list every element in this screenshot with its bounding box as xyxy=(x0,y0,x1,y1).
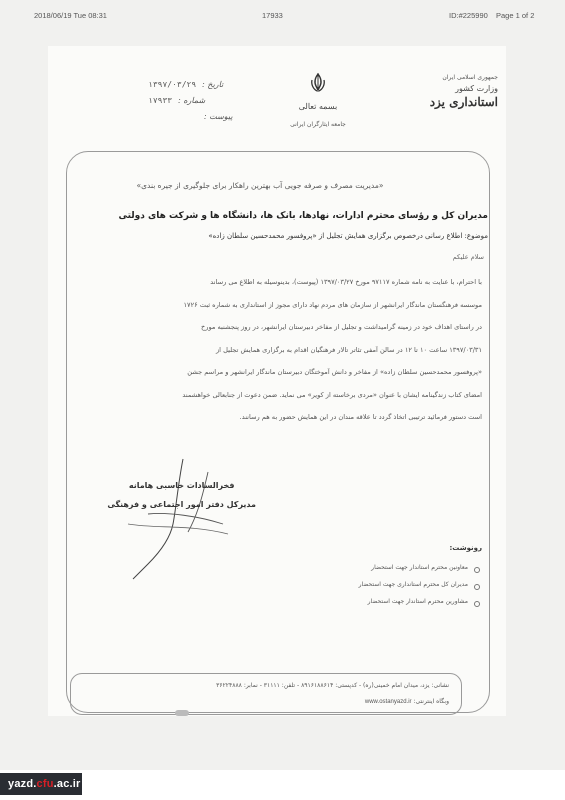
date-label: تاریخ : xyxy=(202,79,224,89)
handwritten-signature xyxy=(88,454,248,584)
body-line: موسسه فرهنگستان ماندگار ایرانشهر از سازمان های مردم نهاد دارای مجوز از استانداری به شماره ثبت ۱۷۲۶ xyxy=(183,300,482,309)
iran-emblem-icon xyxy=(308,72,328,94)
footer-website xyxy=(365,698,449,705)
fax-id: ID:#225990 xyxy=(449,11,488,20)
cc-block xyxy=(359,544,482,615)
fax-number: 17933 xyxy=(262,11,283,20)
fax-header xyxy=(0,0,565,22)
site-logo[interactable] xyxy=(0,773,82,795)
ministry-label: وزارت کشور xyxy=(455,84,498,93)
bottom-strip xyxy=(0,770,565,800)
website-label: وبگاه اینترنتی: xyxy=(413,698,449,705)
body-line: «پروفسور محمدحسین سلطان زاده» از مفاخر و دانش آموختگان دبیرستان ماندگار ایرانشهر و مراسم جشن xyxy=(187,368,482,376)
letter-page xyxy=(48,46,506,716)
letterhead-slogan: جامعه ایثارگران ایرانی xyxy=(290,121,346,128)
signatory-name: فخرالسادات خاسبی هامانه xyxy=(128,481,235,490)
letterhead-emblem-block xyxy=(278,72,358,128)
subject-line: موضوع: اطلاع رسانی درخصوص برگزاری همایش تجلیل از «پروفسور محمدحسین سلطان زاده» xyxy=(208,232,488,240)
letter-footer xyxy=(70,673,462,715)
footer-address: نشانی: یزد، میدان امام خمینی(ره) - کدپستی: ۸۹۱۶۱۸۸۶۱۴ - تلفن: ۳۱۱۱۱ - نمابر: ۳۶۲۲۴۸۸۸ xyxy=(216,682,449,689)
republic-label: جمهوری اسلامی ایران xyxy=(442,74,498,81)
cc-item: معاونین محترم استاندار جهت استحضار xyxy=(359,564,482,581)
addressees: مدیران کل و رؤسای محترم ادارات، نهادها، بانک ها، دانشگاه ها و شرکت های دولتی xyxy=(118,211,488,221)
stamp-mark xyxy=(175,710,189,716)
date-value: ۱۳۹۷/۰۳/۲۹ xyxy=(148,79,197,89)
cc-item: مدیران کل محترم استانداری جهت استحضار xyxy=(359,581,482,598)
motto-text: «مدیریت مصرف و صرفه جویی آب بهترین راهکار برای جلوگیری از جیره بندی» xyxy=(136,181,384,190)
body-line: با احترام، با عنایت به نامه شماره ۹۷۱۱۷ مورخ ۱۳۹۷/۰۳/۲۷ (پیوست)، بدینوسیله به اطلاع می رساند xyxy=(210,278,482,286)
body-line: امضای کتاب زندگینامه ایشان با عنوان «مردی برخاسته از کویر» می نماید. ضمن دعوت از جنابعالی خواهشمند xyxy=(182,390,482,399)
letter-body xyxy=(87,278,482,436)
letterhead xyxy=(78,66,498,146)
signatory-position: مدیرکل دفتر امور اجتماعی و فرهنگی xyxy=(107,500,256,509)
website-url: www.ostanyazd.ir xyxy=(364,699,412,705)
body-line: در راستای اهداف خود در زمینه گرامیداشت و تجلیل از مفاخر دبیرستان ایرانشهر، در روز پنجشنبه مورخ xyxy=(201,323,482,331)
greeting: سلام علیکم xyxy=(452,253,484,261)
fax-datetime: 2018/06/19 Tue 08:31 xyxy=(34,11,107,20)
body-line: است دستور فرمائید ترتیبی اتخاذ گردد تا علاقه مندان در این همایش حضور به هم رسانند. xyxy=(239,413,482,421)
letter-meta xyxy=(148,76,233,124)
bismillah-text: بسمه تعالی xyxy=(298,102,338,111)
body-line: ۱۳۹۷/۰۳/۳۱ ساعت ۱۰ تا ۱۲ در سالن آمفی تئاتر تالار فرهنگیان اقدام به برگزاری همایش تجلیل از xyxy=(216,345,482,354)
number-label: شماره : xyxy=(178,95,206,105)
number-value: ۱۷۹۳۳ xyxy=(148,95,173,105)
fax-page: Page 1 of 2 xyxy=(496,11,535,20)
cc-item: مشاورین محترم استاندار جهت استحضار xyxy=(359,598,482,615)
site-logo-text: yazd.cfu.ac.ir xyxy=(8,778,81,790)
attachment-label: پیوست : xyxy=(204,111,233,121)
org-label: استانداری یزد xyxy=(429,95,498,109)
cc-title: رونوشت: xyxy=(449,544,482,552)
letterhead-org-block xyxy=(430,74,498,109)
signature-block xyxy=(107,481,256,509)
